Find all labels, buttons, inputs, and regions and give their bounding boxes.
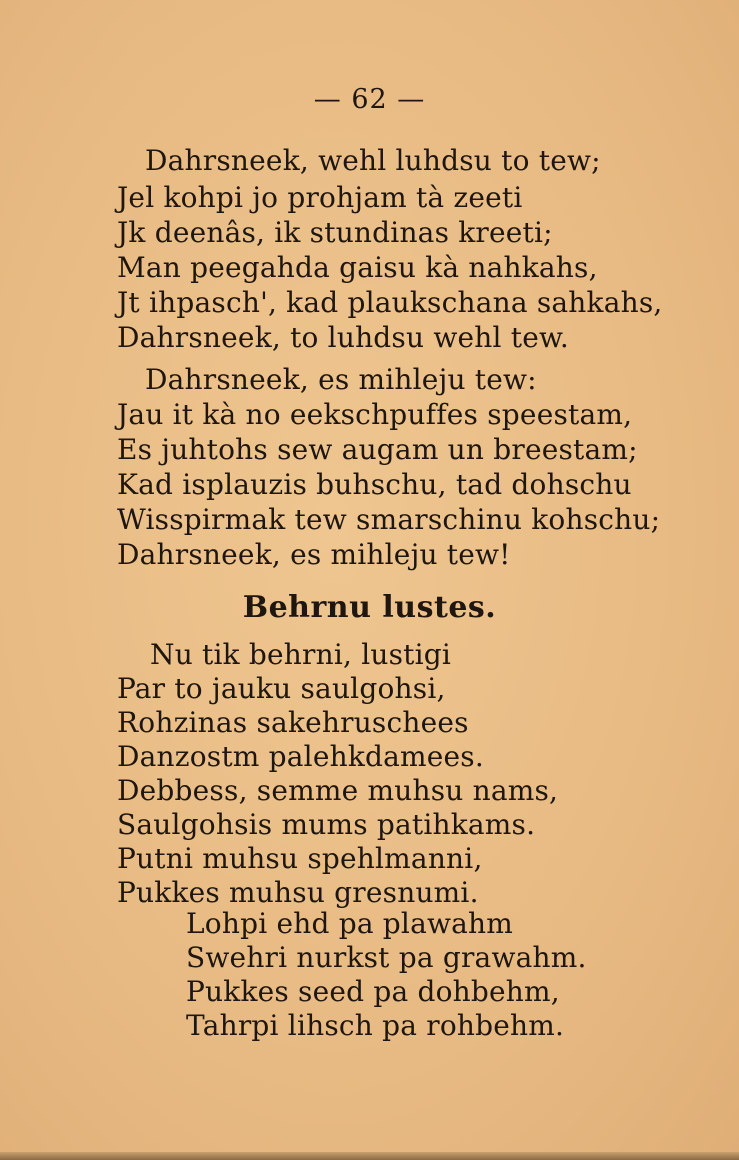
stanza2-line-3: Es juhtohs sew augam un breestam;	[117, 433, 638, 466]
page-number: — 62 —	[313, 84, 426, 115]
stanza4-line-1: Lohpi ehd pa plawahm	[186, 907, 514, 940]
stanza3-line-6: Saulgohsis mums patihkams.	[117, 808, 536, 841]
stanza1-line-2: Jel kohpi jo prohjam tà zeeti	[117, 181, 523, 214]
stanza4-line-2: Swehri nurkst pa grawahm.	[186, 941, 587, 974]
poem-title: Behrnu lustes.	[242, 590, 497, 625]
stanza1-line-5: Jt ihpasch', kad plaukschana sahkahs,	[117, 286, 663, 319]
stanza1-line-4: Man peegahda gaisu kà nahkahs,	[117, 251, 598, 284]
stanza1-line-6: Dahrsneek, to luhdsu wehl tew.	[117, 321, 569, 354]
stanza1-line-3: Jk deenâs, ik stundinas kreeti;	[117, 216, 553, 249]
stanza2-line-5: Wisspirmak tew smarschinu kohschu;	[117, 503, 661, 536]
stanza3-line-3: Rohzinas sakehruschees	[117, 706, 469, 739]
stanza2-line-1: Dahrsneek, es mihleju tew:	[145, 363, 537, 396]
stanza3-line-4: Danzostm palehkdamees.	[117, 740, 484, 773]
page-bottom-edge	[0, 1152, 739, 1160]
stanza3-line-7: Putni muhsu spehlmanni,	[117, 842, 483, 875]
stanza1-line-1: Dahrsneek, wehl luhdsu to tew;	[145, 144, 601, 177]
stanza2-line-2: Jau it kà no eekschpuffes speestam,	[117, 398, 633, 431]
stanza3-line-2: Par to jauku saulgohsi,	[117, 672, 446, 705]
stanza3-line-5: Debbess, semme muhsu nams,	[117, 774, 559, 807]
stanza4-line-3: Pukkes seed pa dohbehm,	[186, 975, 560, 1008]
stanza4-line-4: Tahrpi lihsch pa rohbehm.	[186, 1009, 565, 1042]
stanza2-line-4: Kad isplauzis buhschu, tad dohschu	[117, 468, 632, 501]
stanza3-line-8: Pukkes muhsu gresnumi.	[117, 876, 479, 909]
stanza3-line-1: Nu tik behrni, lustigi	[150, 638, 452, 671]
stanza2-line-6: Dahrsneek, es mihleju tew!	[117, 538, 511, 571]
